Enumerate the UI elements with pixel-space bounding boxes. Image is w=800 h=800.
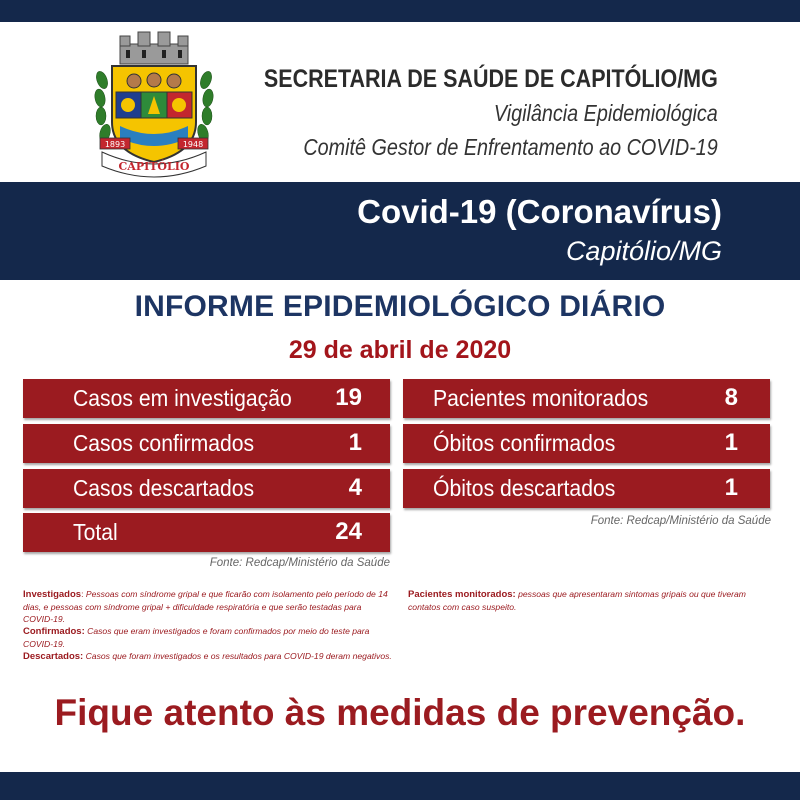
report-date: 29 de abril de 2020 (288, 336, 512, 364)
definition-investigados: Investigados: Pessoas com síndrome gripal e que ficarão com isolamento pelo período de 14 dias, e pessoas com síndrome gripal + dificuldade respiratória e que serão testadas para COVID-19. (23, 589, 388, 624)
header-text-block (190, 62, 718, 164)
stat-label: Pacientes monitorados (433, 385, 649, 411)
crest-year-left: 1893 (104, 140, 126, 149)
stat-value: 4 (348, 474, 362, 501)
report-title: INFORME EPIDEMIOLÓGICO DIÁRIO (134, 290, 666, 323)
stat-value: 8 (724, 384, 738, 411)
stat-row-obitos-confirmados (403, 424, 770, 463)
stat-value: 1 (348, 429, 362, 456)
top-bar (0, 0, 800, 22)
stat-label: Casos em investigação (73, 385, 292, 411)
header-subtitle-1: Vigilância Epidemiológica (494, 100, 718, 126)
crest-city-name: CAPITÓLIO (118, 160, 190, 173)
stat-row-investigacao (23, 379, 390, 418)
definitions-left (23, 588, 393, 663)
banner-subtitle: Capitólio/MG (565, 236, 722, 266)
header-subtitle-2: Comitê Gestor de Enfrentamento ao COVID-19 (303, 134, 718, 160)
stat-label: Óbitos confirmados (433, 430, 616, 456)
prevention-call-to-action: Fique atento às medidas de prevenção. (54, 692, 746, 733)
stat-row-confirmados (23, 424, 390, 463)
bottom-bar (0, 772, 800, 800)
stat-value: 24 (335, 518, 362, 545)
stat-row-obitos-descartados (403, 469, 770, 508)
crest-year-right: 1948 (182, 140, 204, 149)
stat-label: Casos confirmados (73, 430, 255, 456)
source-right: Fonte: Redcap/Ministério da Saúde (590, 515, 771, 527)
stat-row-monitorados (403, 379, 770, 418)
stat-row-total (23, 513, 390, 552)
stat-label: Óbitos descartados (433, 475, 616, 501)
definitions-right (408, 588, 776, 613)
stat-value: 1 (724, 474, 738, 501)
header-title: SECRETARIA DE SAÚDE DE CAPITÓLIO/MG (264, 65, 718, 93)
stat-value: 1 (724, 429, 738, 456)
definition-confirmados: Confirmados: Casos que eram investigados e foram confirmados por meio do teste para COVID-19. (23, 626, 370, 649)
stat-label: Total (73, 519, 118, 545)
stat-value: 19 (335, 384, 362, 411)
stat-label: Casos descartados (73, 475, 255, 501)
stat-row-descartados (23, 469, 390, 508)
definition-monitorados: Pacientes monitorados: pessoas que apresentaram sintomas gripais ou que tiveram contatos com caso suspeito. (408, 589, 746, 612)
definition-descartados: Descartados: Casos que foram investigados e os resultados para COVID-19 deram negativos. (23, 651, 392, 662)
banner-title: Covid-19 (Coronavírus) (357, 193, 722, 230)
source-left: Fonte: Redcap/Ministério da Saúde (209, 557, 390, 569)
